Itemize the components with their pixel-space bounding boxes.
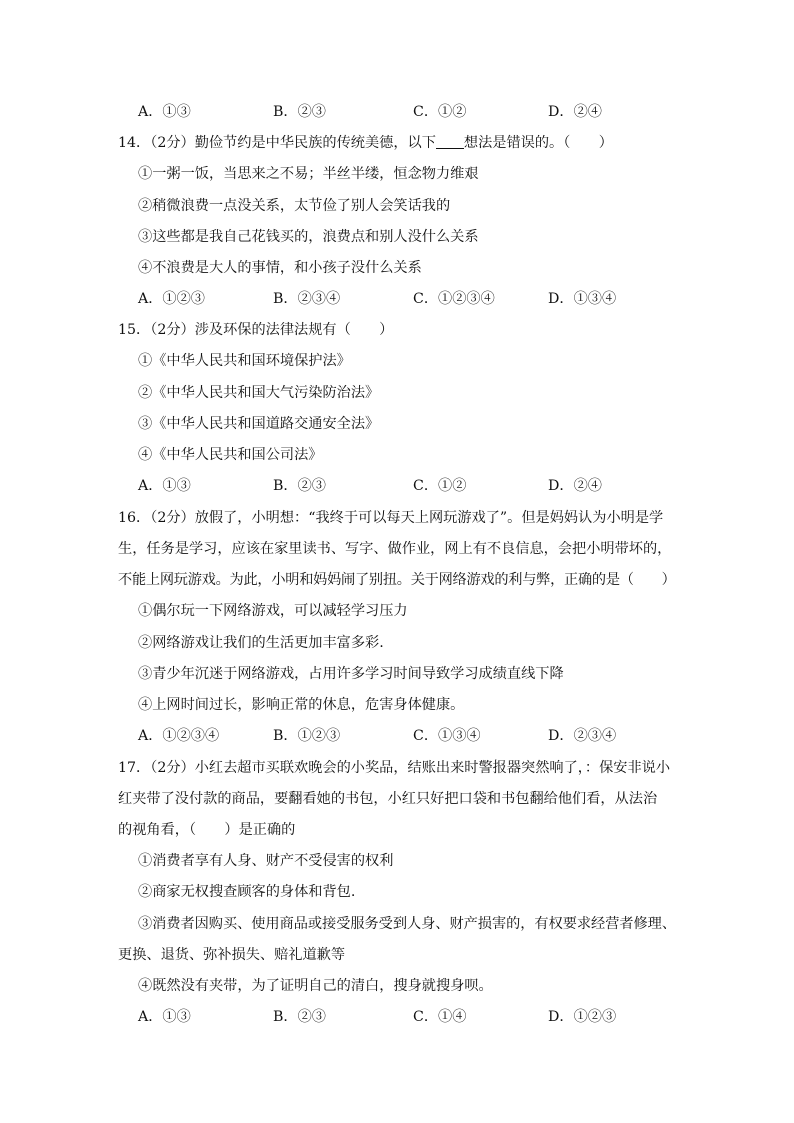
q17-option-c[interactable]: C．①④: [413, 1009, 467, 1025]
q14-stem-after: 想法是错误的。（ ）: [463, 135, 613, 151]
q16-stem-line-2: 生，任务是学习，应该在家里读书、写字、做作业，网上有不良信息，会把小明带坏的，: [118, 541, 672, 557]
q13-option-b[interactable]: B．②③: [273, 104, 326, 120]
q16-item-2: ②网络游戏让我们的生活更加丰富多彩.: [138, 635, 384, 651]
q16-option-d[interactable]: D．②③④: [548, 728, 617, 744]
q13-options: [138, 102, 698, 122]
q15-option-a[interactable]: A．①③: [138, 478, 191, 494]
q17-stem-line-2: 红夹带了没付款的商品，要翻看她的书包，小红只好把口袋和书包翻给他们看，从法治: [118, 791, 658, 807]
q13-option-a[interactable]: A．①③: [138, 104, 191, 120]
q17-options: [138, 1007, 698, 1027]
q15-option-b[interactable]: B．②③: [273, 478, 326, 494]
q14-stem: [118, 133, 613, 153]
q15-options: [138, 476, 698, 496]
q14-option-d[interactable]: D．①③④: [548, 291, 617, 307]
q16-option-b[interactable]: B．①②③: [273, 728, 341, 744]
q17-item-4: ④既然没有夹带，为了证明自己的清白，搜身就搜身呗。: [138, 978, 493, 994]
q14-options: [138, 289, 698, 309]
q17-item-2: ②商家无权搜查顾客的身体和背包.: [138, 884, 356, 900]
q16-option-c[interactable]: C．①③④: [413, 728, 481, 744]
q17-option-d[interactable]: D．①②③: [548, 1009, 617, 1025]
q14-blank: [436, 134, 464, 149]
q15-item-2: ②《中华人民共和国大气污染防治法》: [138, 385, 380, 401]
q16-item-4: ④上网时间过长，影响正常的休息，危害身体健康。: [138, 697, 465, 713]
q16-item-1: ①偶尔玩一下网络游戏，可以减轻学习压力: [138, 603, 408, 619]
q14-option-c[interactable]: C．①②③④: [413, 291, 495, 307]
q13-option-c[interactable]: C．①②: [413, 104, 467, 120]
q17-stem-line-3: 的视角看，（ ）是正确的: [118, 822, 296, 838]
q13-option-d[interactable]: D．②④: [548, 104, 602, 120]
q14-option-b[interactable]: B．②③④: [273, 291, 341, 307]
q15-stem: 15．（2分）涉及环保的法律法规有（ ）: [118, 322, 394, 338]
q17-stem-line-1: 17．（2分）小红去超市买联欢晚会的小奖品，结账出来时警报器突然响了，：保安非说小: [118, 760, 671, 776]
q14-stem-before: 14．（2分）勤俭节约是中华民族的传统美德，以下: [118, 135, 436, 151]
q14-item-2: ②稍微浪费一点没关系，太节俭了别人会笑话我的: [138, 198, 451, 214]
q17-option-b[interactable]: B．②③: [273, 1009, 326, 1025]
q14-option-a[interactable]: A．①②③: [138, 291, 205, 307]
q17-item-1: ①消费者享有人身、财产不受侵害的权利: [138, 853, 394, 869]
q17-item-3-cont: 更换、退货、弥补损失、赔礼道歉等: [118, 947, 346, 963]
q16-stem-line-1: 16．（2分）放假了，小明想：“我终于可以每天上网玩游戏了”。但是妈妈认为小明是学: [118, 510, 664, 526]
q15-item-1: ①《中华人民共和国环境保护法》: [138, 353, 351, 369]
q15-option-c[interactable]: C．①②: [413, 478, 467, 494]
q16-option-a[interactable]: A．①②③④: [138, 728, 220, 744]
q15-item-4: ④《中华人民共和国公司法》: [138, 447, 323, 463]
q15-item-3: ③《中华人民共和国道路交通安全法》: [138, 416, 380, 432]
q16-options: [138, 726, 698, 746]
q16-stem-line-3: 不能上网玩游戏。为此，小明和妈妈闹了别扭。关于网络游戏的利与弊，正确的是（ ）: [118, 572, 676, 588]
q14-item-3: ③这些都是我自己花钱买的，浪费点和别人没什么关系: [138, 229, 479, 245]
q17-option-a[interactable]: A．①③: [138, 1009, 191, 1025]
q16-item-3: ③青少年沉迷于网络游戏，占用许多学习时间导致学习成绩直线下降: [138, 666, 564, 682]
q17-item-3: ③消费者因购买、使用商品或接受服务受到人身、财产损害的，有权要求经营者修理、: [138, 916, 676, 932]
q15-option-d[interactable]: D．②④: [548, 478, 602, 494]
q14-item-1: ①一粥一饭，当思来之不易；半丝半缕，恒念物力维艰: [138, 166, 479, 182]
q14-item-4: ④不浪费是大人的事情，和小孩子没什么关系: [138, 260, 422, 276]
